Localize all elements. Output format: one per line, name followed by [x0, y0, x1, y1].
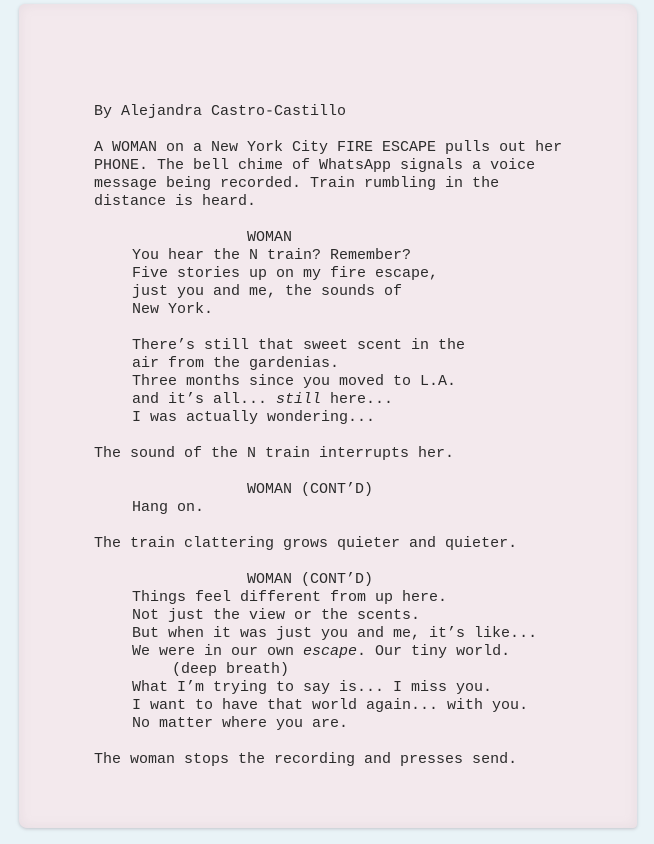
dialogue-line: Things feel different from up here.: [132, 589, 448, 606]
dialogue-line: What I’m trying to say is... I miss you.: [132, 679, 493, 696]
dialogue-line: I want to have that world again... with you.: [132, 697, 529, 714]
action-line: A WOMAN on a New York City FIRE ESCAPE pulls out her: [94, 139, 563, 156]
dialogue-line: air from the gardenias.: [132, 355, 340, 372]
character-name: WOMAN: [247, 229, 293, 246]
dialogue-line: Not just the view or the scents.: [132, 607, 421, 624]
emphasis-text: still: [276, 391, 322, 408]
dialogue-line: Five stories up on my fire escape,: [132, 265, 439, 282]
dialogue-text: . Our tiny world.: [357, 643, 511, 660]
script-page: [19, 4, 637, 828]
dialogue-text: and it’s all...: [132, 391, 277, 408]
dialogue-line: There’s still that sweet scent in the: [132, 337, 466, 354]
dialogue-line: You hear the N train? Remember?: [132, 247, 412, 264]
character-name: WOMAN (CONT’D): [247, 481, 374, 498]
dialogue-line: I was actually wondering...: [132, 409, 376, 426]
dialogue-line: No matter where you are.: [132, 715, 349, 732]
dialogue-line: just you and me, the sounds of: [132, 283, 403, 300]
dialogue-line: New York.: [132, 301, 214, 318]
dialogue-line: Hang on.: [132, 499, 205, 516]
action-line: The sound of the N train interrupts her.: [94, 445, 455, 462]
action-line: message being recorded. Train rumbling in the: [94, 175, 500, 192]
dialogue-text: here...: [321, 391, 394, 408]
dialogue-text: We were in our own: [132, 643, 304, 660]
action-line: distance is heard.: [94, 193, 257, 210]
character-name: WOMAN (CONT’D): [247, 571, 374, 588]
dialogue-line: Three months since you moved to L.A.: [132, 373, 457, 390]
emphasis-text: escape: [303, 643, 358, 660]
action-line: The train clattering grows quieter and quieter.: [94, 535, 518, 552]
dialogue-line: [132, 643, 510, 661]
action-line: The woman stops the recording and presses send.: [94, 751, 518, 768]
byline: By Alejandra Castro-Castillo: [94, 103, 347, 120]
parenthetical: (deep breath): [172, 661, 290, 678]
dialogue-line: But when it was just you and me, it’s like...: [132, 625, 538, 642]
dialogue-line: [132, 391, 393, 409]
action-line: PHONE. The bell chime of WhatsApp signals a voice: [94, 157, 536, 174]
